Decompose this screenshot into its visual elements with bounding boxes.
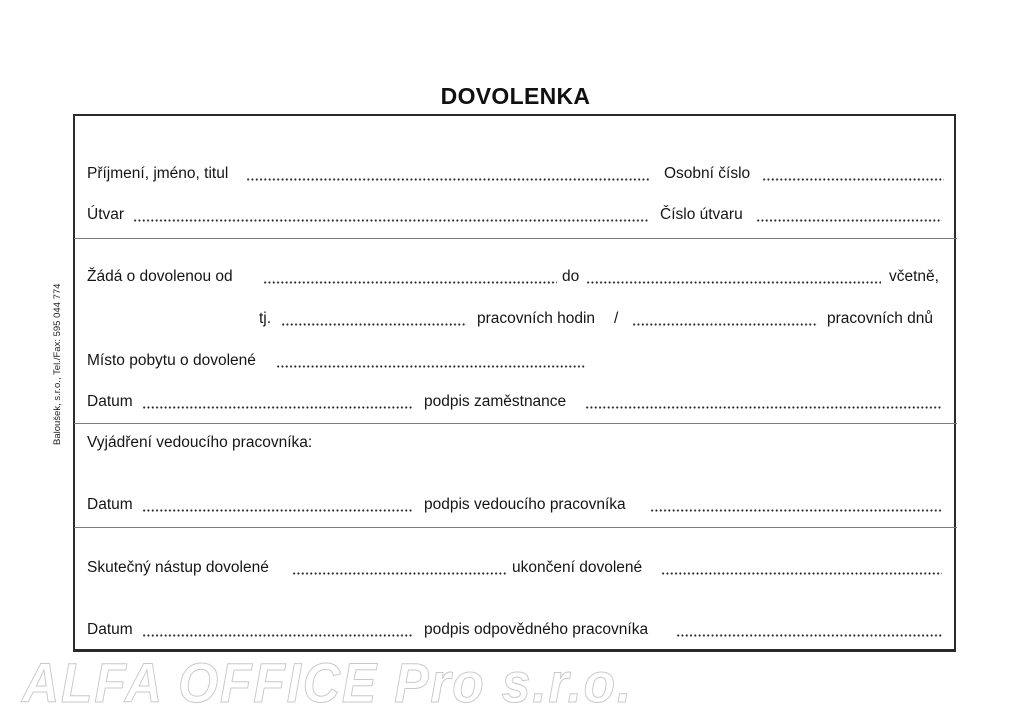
form-title: DOVOLENKA: [440, 83, 591, 109]
personal-number-field[interactable]: [762, 178, 944, 181]
end-label: ukončení dovolené: [512, 559, 643, 576]
watermark: ALFA OFFICE Pro s.r.o.: [22, 651, 634, 714]
work-days-field[interactable]: [632, 323, 818, 326]
vacation-to-field[interactable]: [586, 281, 881, 284]
employee-signature-field[interactable]: [585, 406, 942, 409]
responsible-signature-label: podpis odpovědného pracovníka: [424, 621, 649, 638]
stay-place-field[interactable]: [276, 365, 586, 368]
publisher-note: Baloušek, s.r.o., Tel./Fax: 595 044 774: [52, 283, 63, 445]
manager-signature-field[interactable]: [650, 509, 941, 512]
actual-start-label: Skutečný nástup dovolené: [87, 559, 269, 576]
section-divider: [74, 238, 957, 239]
responsible-signature-field[interactable]: [676, 634, 943, 637]
vacation-end-field[interactable]: [661, 572, 942, 575]
name-label: Příjmení, jméno, titul: [87, 165, 229, 182]
date-label: Datum: [87, 621, 133, 638]
manager-signature-label: podpis vedoucího pracovníka: [424, 496, 626, 513]
date-label: Datum: [87, 393, 133, 410]
ie-label: tj.: [259, 310, 272, 327]
work-hours-label: pracovních hodin: [477, 310, 596, 327]
to-label: do: [562, 268, 580, 285]
section-divider: [74, 527, 957, 528]
work-hours-field[interactable]: [281, 323, 467, 326]
department-number-field[interactable]: [756, 219, 942, 222]
work-days-label: pracovních dnů: [827, 310, 933, 327]
name-field[interactable]: [246, 178, 650, 181]
manager-date-field[interactable]: [142, 509, 412, 512]
stay-place-label: Místo pobytu o dovolené: [87, 352, 256, 369]
personal-number-label: Osobní číslo: [664, 165, 751, 182]
department-number-label: Číslo útvaru: [660, 206, 743, 223]
request-from-label: Žádá o dovolenou od: [87, 268, 233, 285]
inclusive-label: včetně,: [889, 268, 939, 285]
slash-separator: /: [614, 310, 619, 327]
responsible-date-field[interactable]: [142, 634, 412, 637]
employee-signature-label: podpis zaměstnance: [424, 393, 567, 410]
actual-start-field[interactable]: [292, 572, 507, 575]
department-field[interactable]: [133, 219, 649, 222]
vacation-from-field[interactable]: [263, 281, 557, 284]
section-divider: [74, 423, 957, 424]
employee-date-field[interactable]: [142, 406, 412, 409]
department-label: Útvar: [87, 206, 125, 223]
manager-statement-label: Vyjádření vedoucího pracovníka:: [87, 434, 313, 451]
date-label: Datum: [87, 496, 133, 513]
